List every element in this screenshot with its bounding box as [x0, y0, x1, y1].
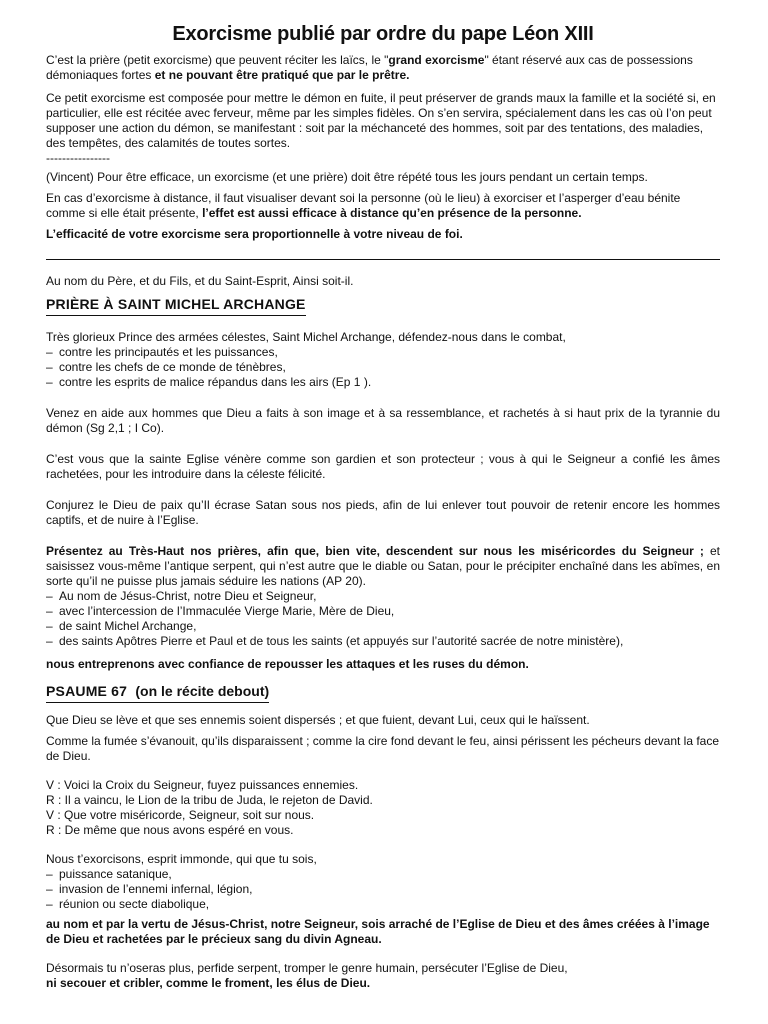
intro-paragraph-5: L’efficacité de votre exorcisme sera proportionnelle à votre niveau de foi. — [46, 227, 463, 241]
list-item: – réunion ou secte diabolique, — [46, 897, 720, 912]
psalm-paragraph-2: Comme la fumée s’évanouit, qu’ils disparaissent ; comme la cire fond devant le feu, ainsi périssent les pécheurs devant la face de Dieu. — [46, 734, 720, 763]
psalm-paragraph-6: ni secouer et cribler, comme le froment, les élus de Dieu. — [46, 976, 371, 990]
intro-emphasis: et ne pouvant être pratiqué que par le prêtre. — [154, 68, 410, 82]
psalm-paragraph-1: Que Dieu se lève et que ses ennemis soient dispersés ; et que fuient, devant Lui, ceux qui le haïssent. — [46, 713, 590, 727]
prayer-list-1 — [46, 345, 720, 390]
prayer-paragraph-5 — [46, 544, 720, 589]
versicle: V : Voici la Croix du Seigneur, fuyez puissances ennemies. — [46, 778, 359, 792]
intro-text: C’est la prière (petit exorcisme) que peuvent réciter les laïcs, le " — [46, 53, 389, 67]
list-item: – avec l’intercession de l’Immaculée Vierge Marie, Mère de Dieu, — [46, 604, 720, 619]
psalm-paragraph-4: au nom et par la vertu de Jésus-Christ, notre Seigneur, sois arraché de l’Eglise de Dieu et des âmes créées à l’image de Dieu et rachetées par le précieux sang du divin Agneau. — [46, 917, 710, 946]
versicles — [46, 778, 720, 838]
list-item: – de saint Michel Archange, — [46, 619, 720, 634]
versicle: R : Il a vaincu, le Lion de la tribu de Juda, le rejeton de David. — [46, 793, 373, 807]
prayer-paragraph-6: nous entreprenons avec confiance de repousser les attaques et les ruses du démon. — [46, 657, 529, 671]
prayer-paragraph-3: C’est vous que la sainte Eglise vénère comme son gardien et son protecteur ; vous à qui le Seigneur a confié les âmes rachetées, pour les introduire dans la céleste félicité. — [46, 452, 720, 481]
prayer-paragraph-1: Très glorieux Prince des armées célestes, Saint Michel Archange, défendez-nous dans le combat, — [46, 330, 566, 344]
intro-emphasis: l’effet est aussi efficace à distance qu’en présence de la personne. — [202, 206, 582, 220]
section-heading-wrap — [46, 682, 720, 703]
versicle: V : Que votre miséricorde, Seigneur, soit sur nous. — [46, 808, 315, 822]
psalm-list — [46, 867, 720, 912]
intro-emphasis: grand exorcisme — [388, 53, 485, 67]
sign-of-cross: Au nom du Père, et du Fils, et du Saint-Esprit, Ainsi soit-il. — [46, 274, 354, 288]
intro-text: " étant réservé aux cas de possessions démoniaques fortes — [46, 53, 693, 82]
list-item: – Au nom de Jésus-Christ, notre Dieu et Seigneur, — [46, 589, 720, 604]
separator-dashes: ---------------- — [46, 151, 110, 165]
psalm-paragraph-3: Nous t’exorcisons, esprit immonde, qui que tu sois, — [46, 852, 317, 866]
list-item: – invasion de l’ennemi infernal, légion, — [46, 882, 720, 897]
intro-paragraph-1 — [46, 53, 720, 83]
intro-paragraph-2: Ce petit exorcisme est composée pour mettre le démon en fuite, il peut préserver de grands maux la famille et la société si, en particulier, elle est récitée avec ferveur, même par les simples fidèles. On s’en servira, spécialement dans les cas où l’on peut supposer une action du démon, se manifestant : soit par la méchanceté des hommes, soit par des tentations, des maladies, des tempêtes, des calamités de toutes sortes. — [46, 91, 716, 150]
horizontal-rule — [46, 259, 720, 260]
section-heading-saint-michel: PRIÈRE À SAINT MICHEL ARCHANGE — [46, 295, 306, 316]
list-item: – contre les esprits de malice répandus dans les airs (Ep 1 ). — [46, 375, 720, 390]
psalm-title: PSAUME 67 — [46, 683, 128, 699]
page-title: Exorcisme publié par ordre du pape Léon XIII — [172, 23, 594, 45]
list-item: – puissance satanique, — [46, 867, 720, 882]
prayer-text: et saisissez vous-même l’antique serpent, qui n’est autre que le diable ou Satan, pour le précipiter enchaîné dans les abîmes, en sorte qu’il ne puisse plus jamais séduire les nations (AP 20). — [46, 544, 720, 588]
psalm-note: (on le récite debout) — [135, 683, 270, 699]
intro-paragraph-3: (Vincent) Pour être efficace, un exorcisme (et une prière) doit être répété tous les jours pendant un certain temps. — [46, 170, 648, 184]
prayer-paragraph-2: Venez en aide aux hommes que Dieu a faits à son image et à sa ressemblance, et rachetés à si haut prix de la tyrannie du démon (Sg 2,1 ; I Co). — [46, 406, 720, 435]
versicle: R : De même que nous avons espéré en vous. — [46, 823, 294, 837]
prayer-list-2 — [46, 589, 720, 649]
list-item: – des saints Apôtres Pierre et Paul et de tous les saints (et appuyés sur l’autorité sacrée de notre ministère), — [46, 634, 720, 649]
prayer-emphasis: Présentez au Très-Haut nos prières, afin que, bien vite, descendent sur nous les miséricordes du Seigneur ; — [46, 544, 704, 558]
section-heading-psaume — [46, 682, 269, 703]
section-heading-wrap — [46, 295, 720, 316]
psalm-paragraph-5: Désormais tu n’oseras plus, perfide serpent, tromper le genre humain, persécuter l’Eglise de Dieu, — [46, 961, 568, 975]
intro-text: En cas d’exorcisme à distance, il faut visualiser devant soi la personne (où le lieu) à exorciser et l’asperger d’eau bénite comme si elle était présente, — [46, 191, 681, 220]
list-item: – contre les principautés et les puissances, — [46, 345, 720, 360]
prayer-paragraph-4: Conjurez le Dieu de paix qu’Il écrase Satan sous nos pieds, afin de lui enlever tout pouvoir de retenir encore les hommes captifs, et de nuire à l’Eglise. — [46, 498, 720, 527]
intro-paragraph-4 — [46, 191, 720, 221]
list-item: – contre les chefs de ce monde de ténèbres, — [46, 360, 720, 375]
